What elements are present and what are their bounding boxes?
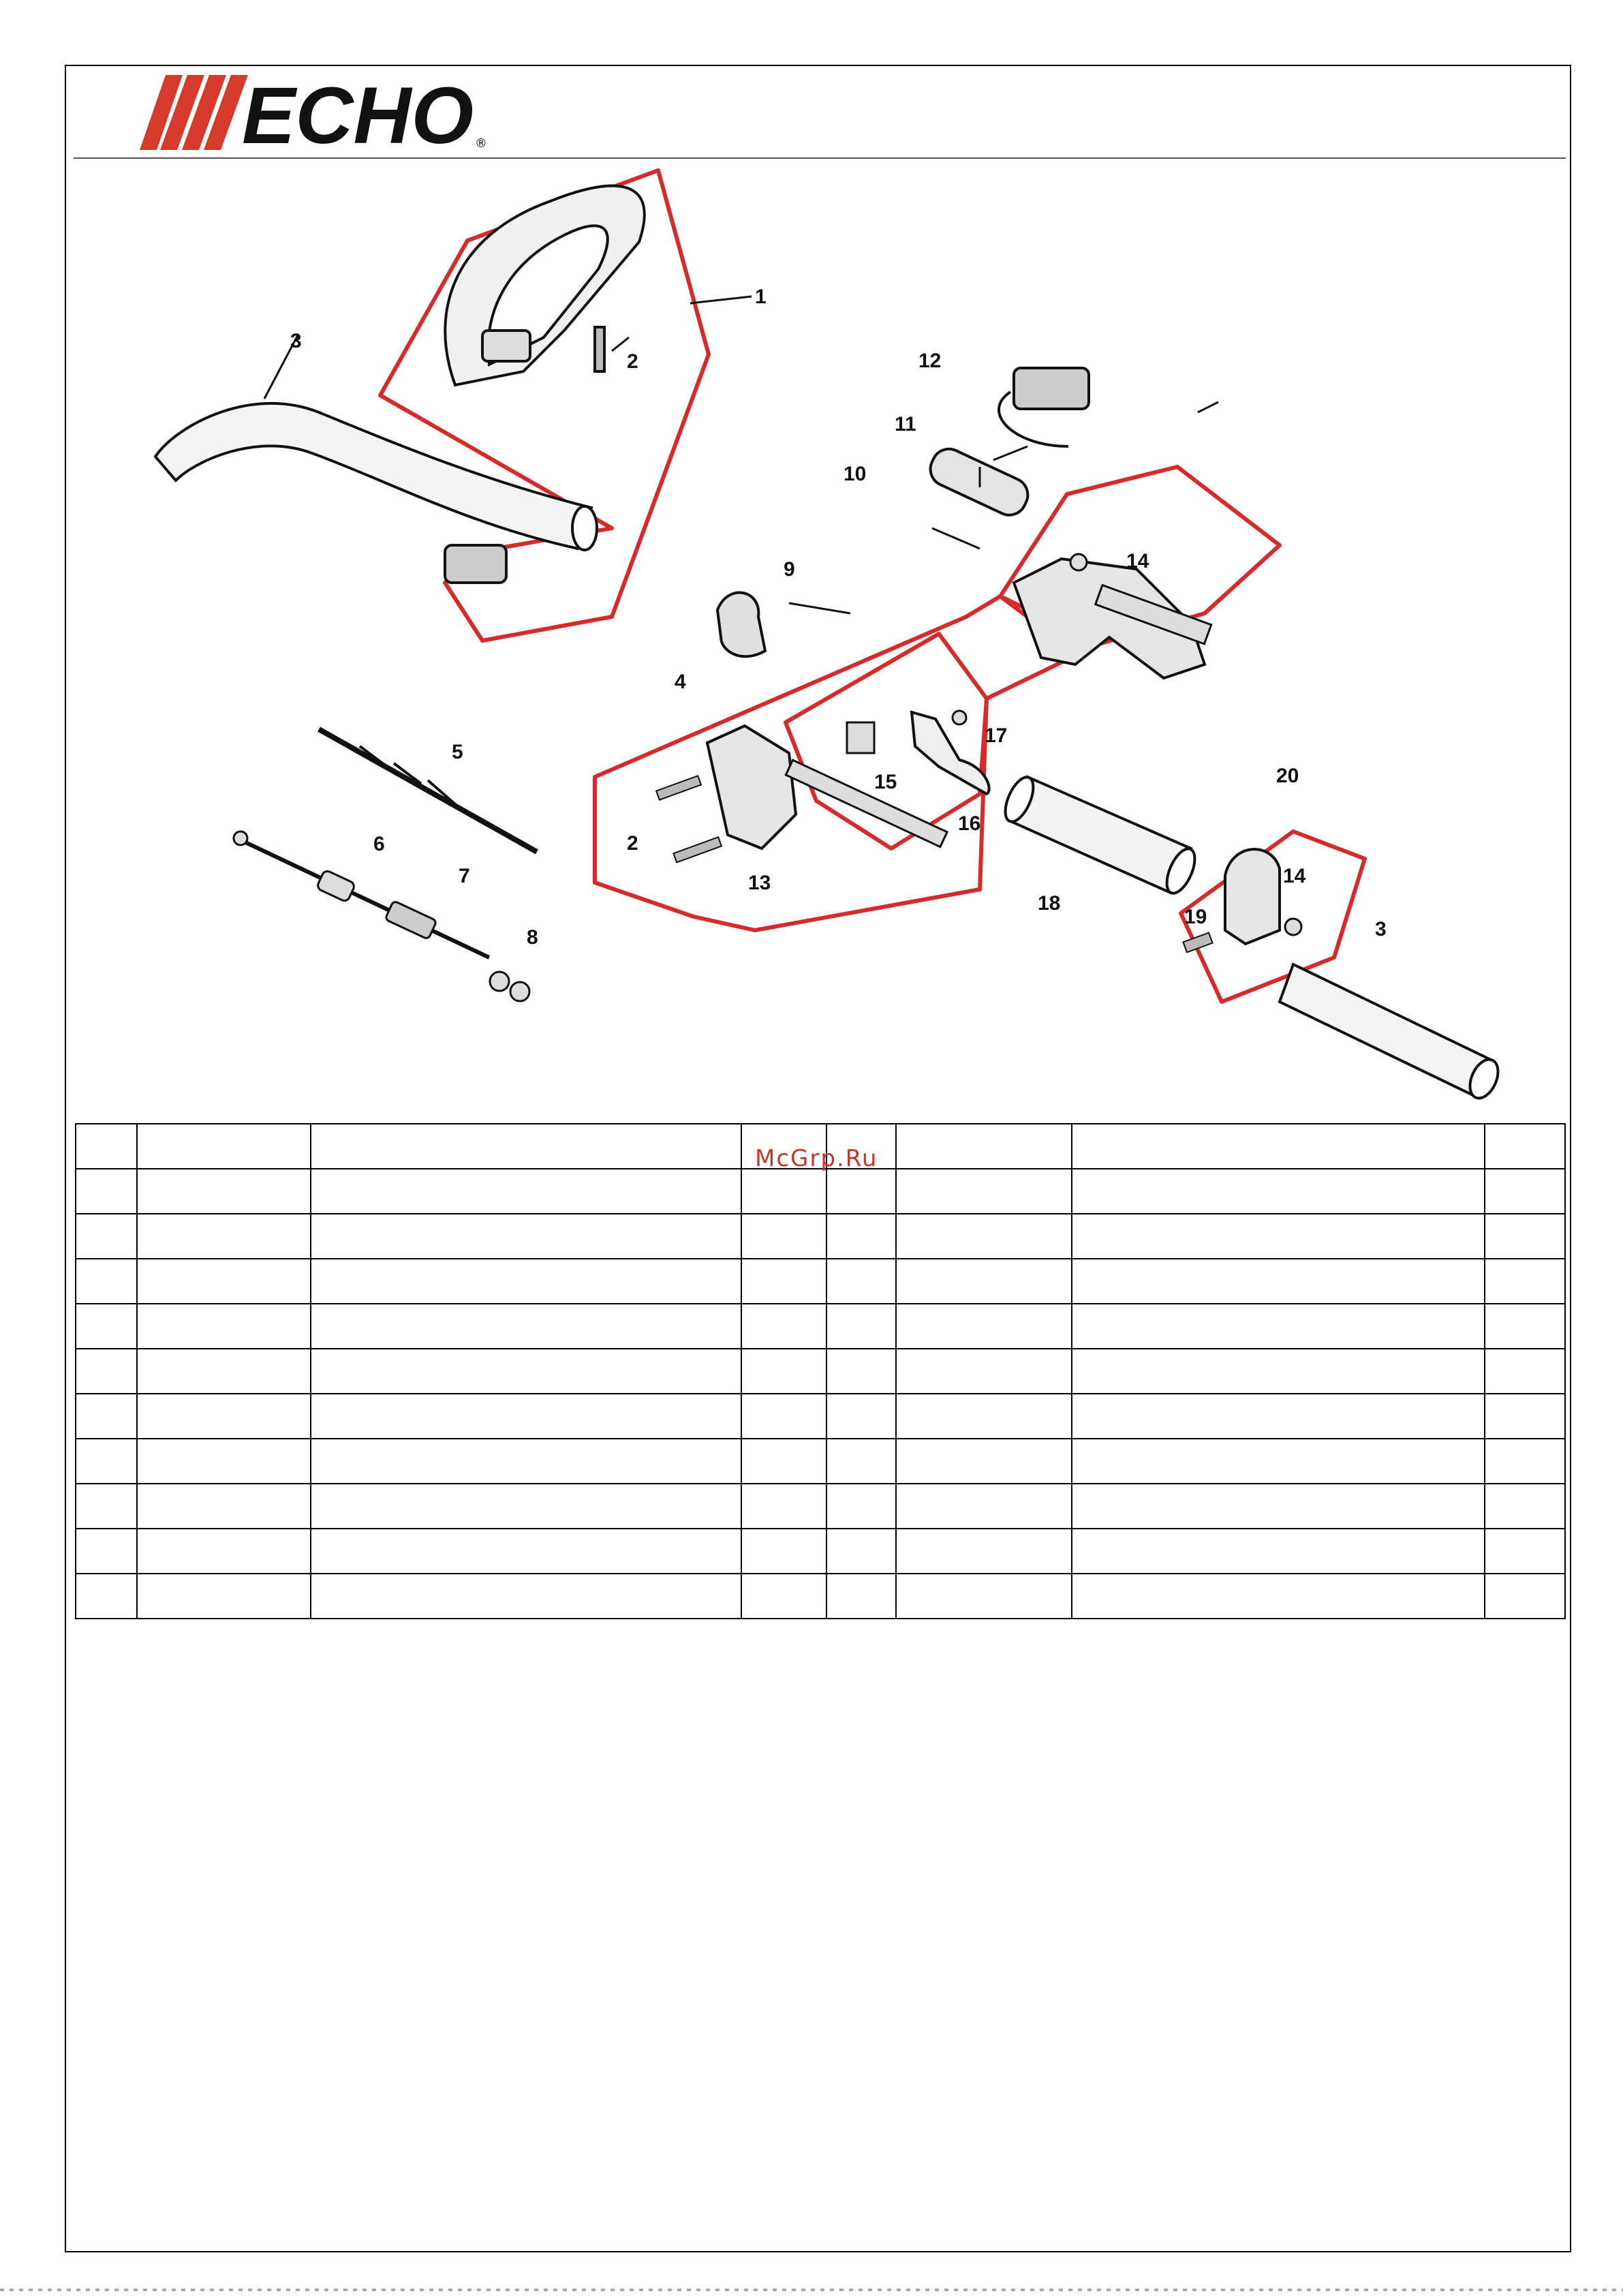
logo-stripes-icon — [140, 75, 248, 150]
table-cell — [137, 1574, 311, 1619]
table-cell — [1072, 1214, 1485, 1259]
table-cell — [741, 1214, 826, 1259]
table-row — [76, 1394, 1565, 1439]
parts-table — [75, 1123, 1566, 1619]
throttle-housing-lower — [707, 726, 796, 848]
table-cell — [76, 1394, 137, 1439]
table-cell — [76, 1304, 137, 1349]
callout-13: 13 — [748, 872, 771, 894]
table-cell — [826, 1484, 896, 1529]
table-cell — [741, 1304, 826, 1349]
table-cell — [311, 1484, 741, 1529]
nut-8b — [510, 982, 529, 1001]
table-row — [76, 1484, 1565, 1529]
callout-2b: 2 — [627, 832, 638, 855]
table-cell — [76, 1574, 137, 1619]
table-cell — [137, 1259, 311, 1304]
table-cell — [76, 1124, 137, 1169]
callout-14b: 14 — [1283, 865, 1306, 887]
table-cell — [1485, 1484, 1565, 1529]
table-cell — [826, 1574, 896, 1619]
logo-wordmark: ECHO — [242, 75, 474, 153]
table-cell — [741, 1349, 826, 1394]
table-cell — [741, 1169, 826, 1214]
table-cell — [741, 1574, 826, 1619]
shaft-straight — [1280, 964, 1491, 1097]
header-rule — [74, 157, 1566, 159]
cable-5 — [319, 729, 537, 852]
table-cell — [741, 1394, 826, 1439]
table-cell — [137, 1394, 311, 1439]
table-cell — [826, 1349, 896, 1394]
nut-14a — [1070, 554, 1087, 570]
table-cell — [826, 1169, 896, 1214]
callout-2a: 2 — [627, 350, 638, 373]
table-cell — [1072, 1529, 1485, 1574]
callout-8: 8 — [527, 926, 538, 949]
table-cell — [137, 1439, 311, 1484]
table-cell — [137, 1304, 311, 1349]
table-cell — [826, 1304, 896, 1349]
nut-8a — [490, 972, 509, 991]
table-cell — [76, 1484, 137, 1529]
table-cell — [896, 1394, 1072, 1439]
table-cell — [1485, 1394, 1565, 1439]
trigger-16 — [912, 712, 989, 794]
table-cell — [896, 1439, 1072, 1484]
callout-14a: 14 — [1126, 550, 1149, 572]
grip-18 — [1010, 777, 1191, 893]
table-cell — [896, 1349, 1072, 1394]
table-cell — [826, 1214, 896, 1259]
table-cell — [311, 1394, 741, 1439]
table-cell — [311, 1124, 741, 1169]
callout-9: 9 — [784, 558, 795, 581]
table-cell — [1485, 1214, 1565, 1259]
watermark: McGrp.Ru — [755, 1145, 878, 1172]
shaft-curved — [155, 403, 591, 549]
callout-6: 6 — [373, 833, 385, 855]
table-cell — [896, 1484, 1072, 1529]
table-cell — [896, 1574, 1072, 1619]
table-cell — [1072, 1169, 1485, 1214]
table-row — [76, 1349, 1565, 1394]
table-cell — [76, 1169, 137, 1214]
table-cell — [311, 1259, 741, 1304]
clamp-20 — [1225, 849, 1280, 944]
logo-registered-mark: ® — [475, 136, 487, 151]
table-cell — [741, 1439, 826, 1484]
table-cell — [1072, 1484, 1485, 1529]
clamp-lower — [445, 545, 506, 583]
table-cell — [826, 1394, 896, 1439]
handle-clamp — [482, 331, 530, 361]
table-cell — [311, 1574, 741, 1619]
table-cell — [741, 1484, 826, 1529]
table-cell — [76, 1439, 137, 1484]
callout-7: 7 — [459, 865, 470, 887]
callout-1: 1 — [755, 286, 767, 308]
table-cell — [1485, 1169, 1565, 1214]
table-cell — [896, 1169, 1072, 1214]
table-cell — [311, 1169, 741, 1214]
table-cell — [1072, 1394, 1485, 1439]
table-cell — [1072, 1259, 1485, 1304]
parts-table-body — [76, 1124, 1565, 1619]
table-cell — [1485, 1574, 1565, 1619]
bolt-13 — [673, 837, 722, 862]
table-cell — [896, 1259, 1072, 1304]
table-cell — [311, 1214, 741, 1259]
table-row — [76, 1214, 1565, 1259]
table-cell — [311, 1349, 741, 1394]
callout-19: 19 — [1184, 906, 1207, 928]
table-row — [76, 1439, 1565, 1484]
table-cell — [1072, 1349, 1485, 1394]
table-cell — [741, 1259, 826, 1304]
table-cell — [76, 1214, 137, 1259]
callout-12: 12 — [918, 350, 942, 372]
exploded-parts-diagram — [74, 160, 1566, 1101]
echo-logo — [140, 75, 494, 153]
switch-12 — [1014, 368, 1089, 409]
table-row — [76, 1304, 1565, 1349]
table-cell — [826, 1529, 896, 1574]
table-cell — [896, 1214, 1072, 1259]
table-cell — [826, 1439, 896, 1484]
table-cell — [1485, 1439, 1565, 1484]
table-cell — [1485, 1259, 1565, 1304]
callout-4: 4 — [675, 671, 686, 693]
callout-3b: 3 — [1375, 918, 1387, 940]
table-cell — [1485, 1124, 1565, 1169]
table-cell — [76, 1529, 137, 1574]
table-cell — [1485, 1304, 1565, 1349]
table-cell — [896, 1124, 1072, 1169]
table-cell — [896, 1304, 1072, 1349]
callout-20: 20 — [1276, 765, 1299, 787]
table-cell — [137, 1484, 311, 1529]
callout-18: 18 — [1038, 892, 1061, 915]
table-cell — [896, 1529, 1072, 1574]
table-cell — [1485, 1349, 1565, 1394]
table-cell — [311, 1304, 741, 1349]
table-cell — [1072, 1304, 1485, 1349]
throttle-cable-6 — [244, 842, 489, 958]
table-row — [76, 1574, 1565, 1619]
table-cell — [1072, 1124, 1485, 1169]
footer-rule — [0, 2289, 1623, 2291]
callout-10: 10 — [844, 463, 867, 485]
clip-4 — [717, 593, 765, 657]
table-cell — [1485, 1529, 1565, 1574]
table-row — [76, 1169, 1565, 1214]
callout-15: 15 — [874, 771, 897, 793]
nut-14b — [1285, 919, 1301, 935]
table-cell — [311, 1439, 741, 1484]
table-cell — [741, 1529, 826, 1574]
spring-17 — [953, 711, 966, 724]
callout-17: 17 — [985, 724, 1008, 747]
lockout-15 — [847, 722, 874, 753]
table-cell — [76, 1349, 137, 1394]
table-row — [76, 1259, 1565, 1304]
table-cell — [1072, 1574, 1485, 1619]
table-cell — [137, 1169, 311, 1214]
table-cell — [137, 1529, 311, 1574]
callout-16: 16 — [958, 812, 981, 835]
group-outline-9-lower — [595, 596, 1099, 930]
table-cell — [137, 1349, 311, 1394]
bolt-2a — [595, 327, 604, 371]
bolt-2b — [656, 776, 701, 799]
table-cell — [137, 1124, 311, 1169]
table-cell — [826, 1259, 896, 1304]
callout-11: 11 — [895, 413, 916, 435]
table-cell — [1072, 1439, 1485, 1484]
table-cell — [137, 1214, 311, 1259]
callout-3a: 3 — [290, 330, 302, 352]
table-cell — [311, 1529, 741, 1574]
callout-5: 5 — [452, 741, 463, 763]
table-cell — [76, 1259, 137, 1304]
table-row — [76, 1529, 1565, 1574]
